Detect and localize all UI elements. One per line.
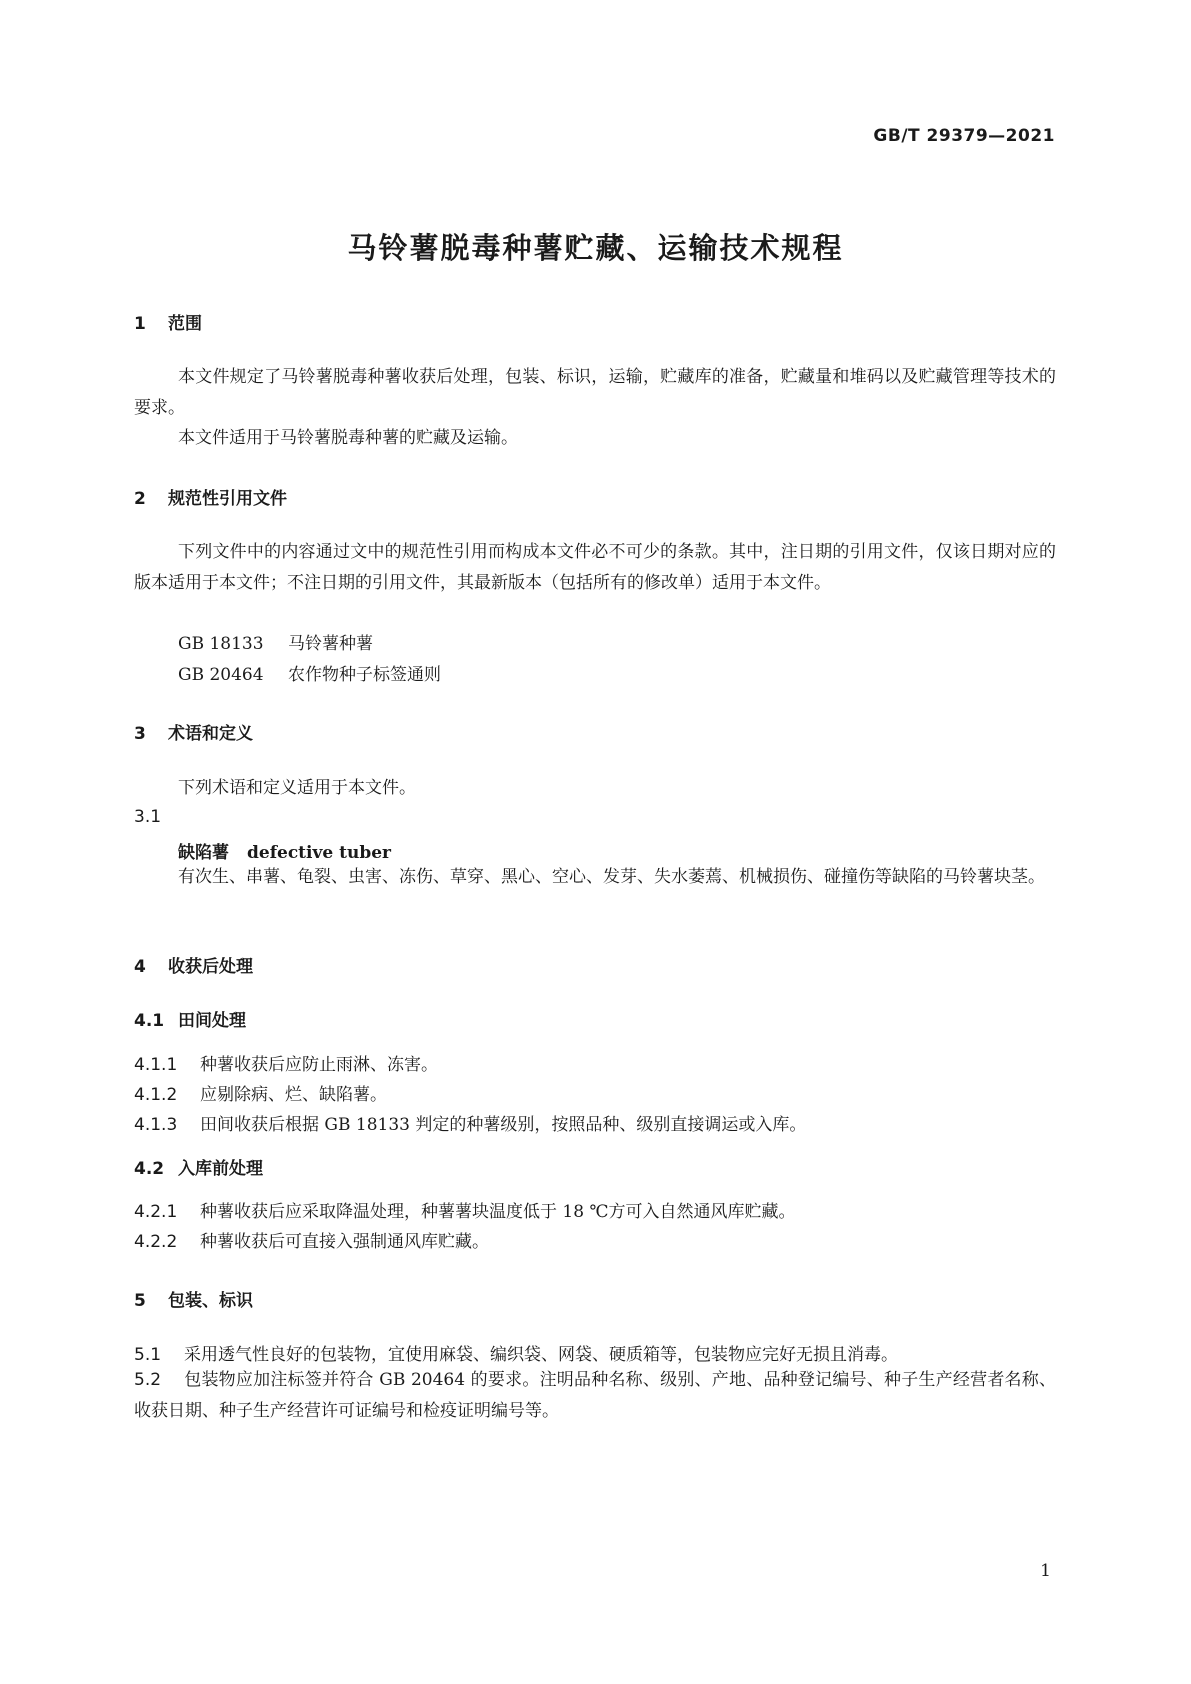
section-1-paragraph-1: 本文件规定了马铃薯脱毒种薯收获后处理，包装、标识，运输，贮藏库的准备，贮藏量和堆码以及贮藏管理等技术的要求。 xyxy=(134,367,1056,418)
clause-number: 5.1 xyxy=(134,1345,162,1365)
term-definition: 有次生、串薯、龟裂、虫害、冻伤、草穿、黑心、空心、发芽、失水萎蔫、机械损伤、碰撞伤等缺陷的马铃薯块茎。 xyxy=(178,867,1045,887)
reference-code: GB 18133 xyxy=(178,634,264,654)
term-number: 3.1 xyxy=(134,807,162,827)
clause-text: 种薯收获后应防止雨淋、冻害。 xyxy=(200,1055,438,1075)
clause-number: 4.1.1 xyxy=(134,1055,178,1075)
section-number: 3 xyxy=(134,724,146,744)
normative-reference xyxy=(178,629,373,654)
clause-text: 采用透气性良好的包装物，宜使用麻袋、编织袋、网袋、硬质箱等，包装物应完好无损且消毒。 xyxy=(184,1345,898,1365)
section-title: 收获后处理 xyxy=(168,957,253,977)
clause-4-2-2 xyxy=(134,1227,489,1252)
clause-4-1-3 xyxy=(134,1110,806,1135)
clause-number: 5.2 xyxy=(134,1370,162,1390)
section-title: 规范性引用文件 xyxy=(168,489,287,509)
section-title: 术语和定义 xyxy=(168,724,253,744)
subsection-title: 入库前处理 xyxy=(178,1159,263,1179)
clause-text: 包装物应加注标签并符合 GB 20464 的要求。注明品种名称、级别、产地、品种登记编号、种子生产经营者名称、收获日期、种子生产经营许可证编号和检疫证明编号等。 xyxy=(134,1370,1056,1421)
subsection-4-1-heading xyxy=(134,1006,246,1031)
reference-code: GB 20464 xyxy=(178,665,264,685)
subsection-number: 4.1 xyxy=(134,1011,165,1031)
normative-reference xyxy=(178,660,441,685)
section-2-heading xyxy=(134,484,287,509)
term-english: defective tuber xyxy=(247,843,391,863)
clause-text: 种薯收获后可直接入强制通风库贮藏。 xyxy=(200,1232,489,1252)
clause-text: 田间收获后根据 GB 18133 判定的种薯级别，按照品种、级别直接调运或入库。 xyxy=(200,1115,807,1135)
section-title: 包装、标识 xyxy=(168,1291,253,1311)
clause-number: 4.2.2 xyxy=(134,1232,178,1252)
standard-number: GB/T 29379—2021 xyxy=(873,126,1055,146)
clause-4-1-2 xyxy=(134,1080,387,1105)
clause-text: 种薯收获后应采取降温处理，种薯薯块温度低于 18 ℃方可入自然通风库贮藏。 xyxy=(200,1202,796,1222)
section-number: 4 xyxy=(134,957,146,977)
reference-title: 农作物种子标签通则 xyxy=(288,665,441,685)
section-1-paragraph-2: 本文件适用于马铃薯脱毒种薯的贮藏及运输。 xyxy=(178,428,518,448)
section-2-paragraph-1: 下列文件中的内容通过文中的规范性引用而构成本文件必不可少的条款。其中，注日期的引用文件，仅该日期对应的版本适用于本文件；不注日期的引用文件，其最新版本（包括所有的修改单）适用于本文件。 xyxy=(134,542,1056,593)
section-number: 1 xyxy=(134,314,146,334)
section-3-heading xyxy=(134,719,253,744)
subsection-number: 4.2 xyxy=(134,1159,165,1179)
clause-number: 4.1.3 xyxy=(134,1115,178,1135)
page-number: 1 xyxy=(1040,1561,1051,1581)
term-chinese: 缺陷薯 xyxy=(178,843,229,863)
section-title: 范围 xyxy=(168,314,202,334)
section-5-heading xyxy=(134,1286,253,1311)
clause-5-2 xyxy=(134,1365,1056,1427)
term-entry xyxy=(178,838,391,863)
document-title: 马铃薯脱毒种薯贮藏、运输技术规程 xyxy=(347,231,844,265)
section-number: 5 xyxy=(134,1291,146,1311)
clause-number: 4.2.1 xyxy=(134,1202,178,1222)
clause-number: 4.1.2 xyxy=(134,1085,178,1105)
section-3-paragraph-1: 下列术语和定义适用于本文件。 xyxy=(178,778,416,798)
clause-4-2-1 xyxy=(134,1197,795,1222)
section-4-heading xyxy=(134,952,253,977)
clause-4-1-1 xyxy=(134,1050,438,1075)
section-number: 2 xyxy=(134,489,146,509)
clause-5-1 xyxy=(134,1340,898,1365)
clause-text: 应剔除病、烂、缺陷薯。 xyxy=(200,1085,387,1105)
reference-title: 马铃薯种薯 xyxy=(288,634,373,654)
subsection-4-2-heading xyxy=(134,1154,263,1179)
section-1-heading xyxy=(134,309,202,334)
subsection-title: 田间处理 xyxy=(178,1011,246,1031)
